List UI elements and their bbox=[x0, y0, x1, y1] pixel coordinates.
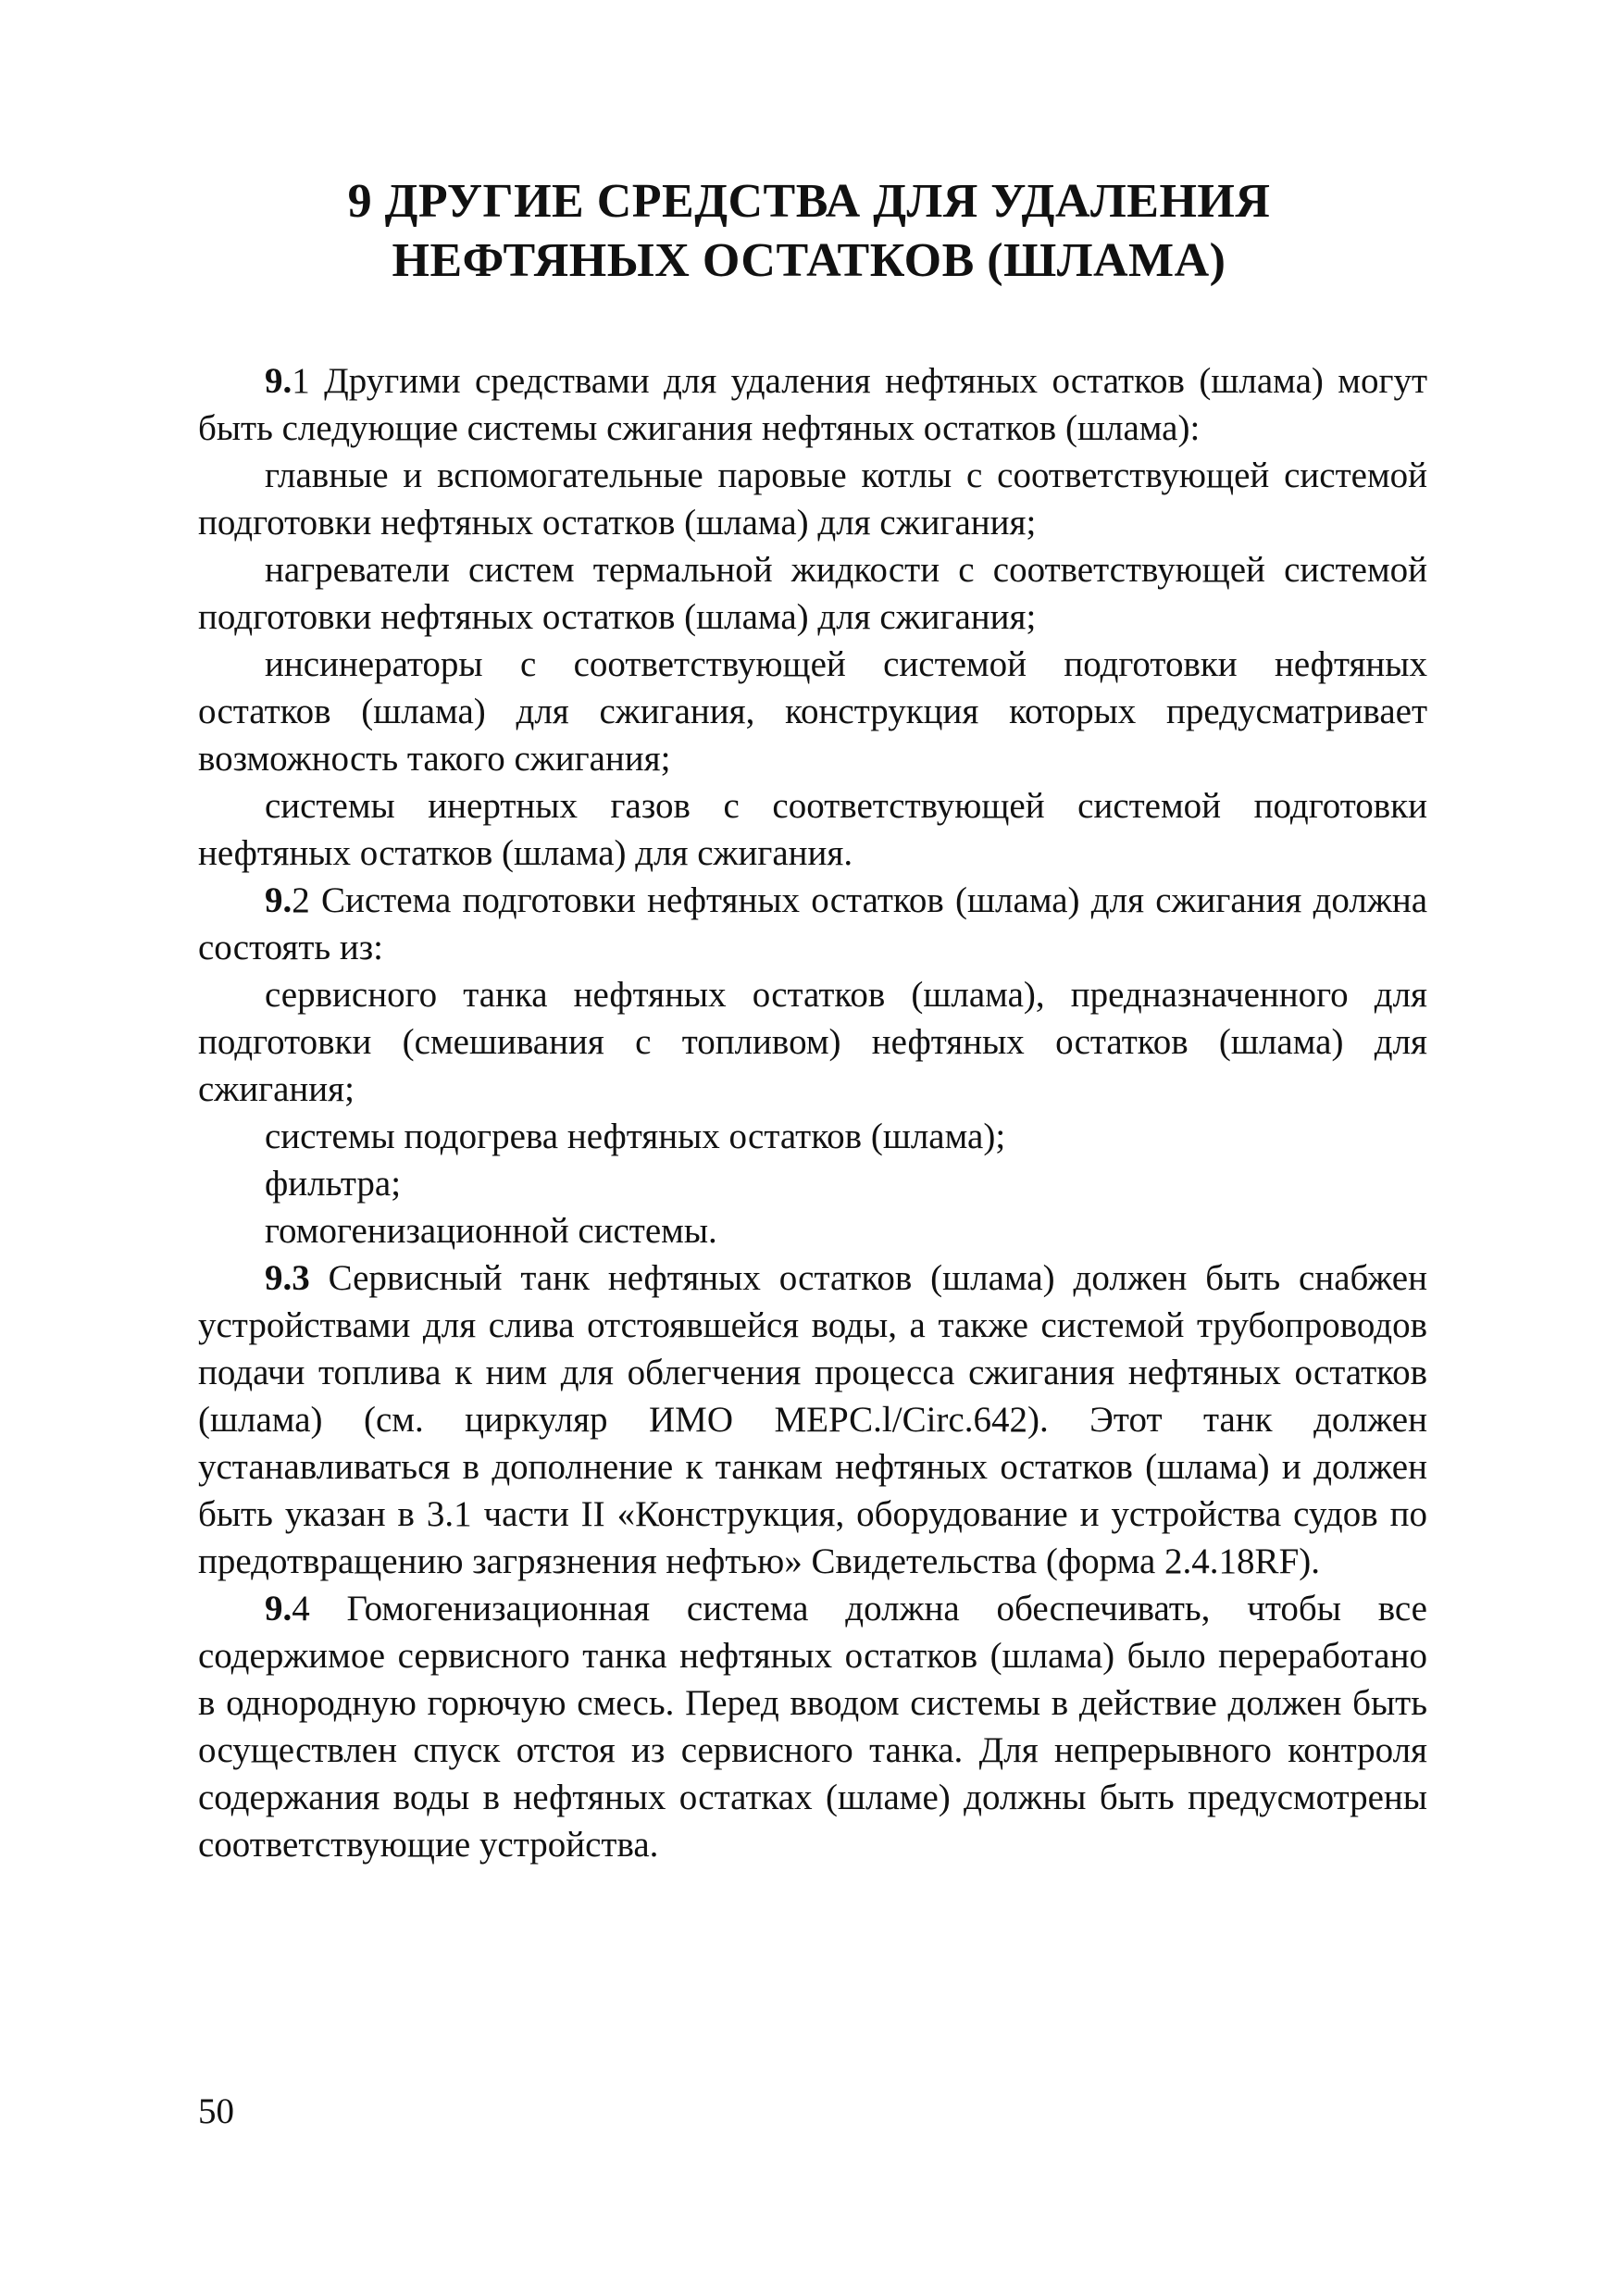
paragraph-text: сервисного танка нефтяных остатков (шлама), предназначенного для подготовки (смешивания с топливом) нефтяных остатков (шлама) для сжигания; bbox=[198, 975, 1427, 1109]
paragraph-text: Сервисный танк нефтяных остатков (шлама) должен быть снабжен устройствами для слива отстоявшейся воды, а также системой трубопроводов подачи топлива к ним для облегчения процесса сжигания нефтяных остатков (шлама) (см. циркуляр ИМО МЕРС.l/Circ.642). Этот танк должен устанавливаться в дополнение к танкам нефтяных остатков (шлама) и должен быть указан в 3.1 части II «Конструкция, оборудование и устройства судов по предотвращению загрязнения нефтью» Свидетельства (форма 2.4.18RF). bbox=[198, 1258, 1427, 1581]
list-item-homogenizer bbox=[198, 1207, 1427, 1254]
clause-number: 9. bbox=[265, 361, 292, 401]
section-heading-line-1: 9 ДРУГИЕ СРЕДСТВА ДЛЯ УДАЛЕНИЯ bbox=[347, 175, 1271, 228]
paragraph-text: системы подогрева нефтяных остатков (шлама); bbox=[265, 1117, 1006, 1156]
paragraph-text: фильтра; bbox=[265, 1164, 402, 1204]
paragraph-text: системы инертных газов с соответствующей системой подготовки нефтяных остатков (шлама) для сжигания. bbox=[198, 786, 1427, 873]
list-item-inert-gas bbox=[198, 782, 1427, 877]
page-number: 50 bbox=[198, 2091, 234, 2131]
paragraph-9-2 bbox=[198, 877, 1427, 971]
paragraph-text: инсинераторы с соответствующей системой подготовки нефтяных остатков (шлама) для сжигания, конструкция которых предусматривает возможность такого сжигания; bbox=[198, 644, 1427, 779]
list-item-incinerators bbox=[198, 641, 1427, 782]
section-heading-line-2: НЕФТЯНЫХ ОСТАТКОВ (ШЛАМА) bbox=[392, 234, 1226, 287]
section-body bbox=[198, 357, 1427, 1868]
paragraph-text: гомогенизационной системы. bbox=[265, 1211, 717, 1251]
paragraph-text: 4 Гомогенизационная система должна обеспечивать, чтобы все содержимое сервисного танка нефтяных остатков (шлама) было переработано в однородную горючую смесь. Перед вводом системы в действие должен быть осуществлен спуск отстоя из сервисного танка. Для непрерывного контроля содержания воды в нефтяных остатках (шламе) должны быть предусмотрены соответствующие устройства. bbox=[198, 1589, 1427, 1865]
list-item-thermal-heaters bbox=[198, 546, 1427, 641]
list-item-heating-system bbox=[198, 1113, 1427, 1160]
paragraph-text: нагреватели систем термальной жидкости с соответствующей системой подготовки нефтяных остатков (шлама) для сжигания; bbox=[198, 550, 1427, 637]
paragraph-9-4 bbox=[198, 1585, 1427, 1868]
section-heading bbox=[198, 172, 1420, 291]
list-item-boilers bbox=[198, 452, 1427, 546]
paragraph-text: главные и вспомогательные паровые котлы с соответствующей системой подготовки нефтяных остатков (шлама) для сжигания; bbox=[198, 455, 1427, 543]
list-item-service-tank bbox=[198, 971, 1427, 1113]
paragraph-text: 2 Система подготовки нефтяных остатков (шлама) для сжигания должна состоять из: bbox=[198, 880, 1427, 967]
paragraph-9-1 bbox=[198, 357, 1427, 452]
paragraph-9-3 bbox=[198, 1254, 1427, 1585]
clause-number: 9.3 bbox=[265, 1258, 310, 1298]
paragraph-text: 1 Другими средствами для удаления нефтяных остатков (шлама) могут быть следующие системы сжигания нефтяных остатков (шлама): bbox=[198, 361, 1427, 448]
list-item-filter bbox=[198, 1160, 1427, 1207]
clause-number: 9. bbox=[265, 1589, 292, 1628]
clause-number: 9. bbox=[265, 880, 292, 920]
